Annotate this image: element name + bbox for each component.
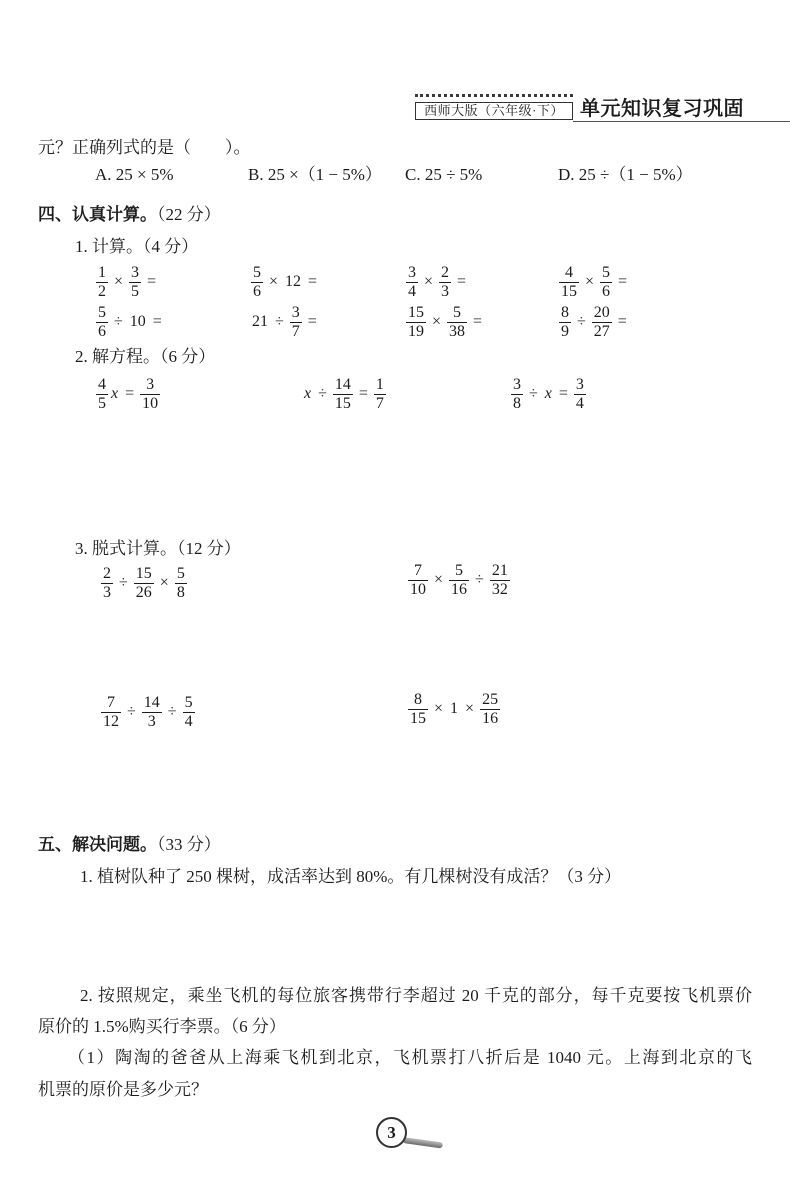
- numerator: 5: [447, 305, 467, 323]
- part-3-title: 3. 脱式计算。（12 分）: [75, 539, 241, 558]
- variable-x: x: [304, 385, 312, 402]
- numerator: 5: [253, 263, 261, 281]
- numerator: 8: [408, 692, 428, 710]
- operator: =: [125, 385, 135, 402]
- denominator: 27: [593, 322, 610, 340]
- numerator: 3: [131, 263, 140, 281]
- number: 1: [450, 700, 459, 717]
- fraction: [480, 692, 500, 727]
- operator: ×: [114, 273, 124, 290]
- fraction: [101, 695, 121, 730]
- denominator: 16: [482, 709, 499, 727]
- operator: ×: [434, 700, 444, 717]
- operator: ÷: [318, 385, 327, 402]
- fraction: [408, 563, 428, 598]
- denominator: 15: [561, 282, 577, 300]
- denominator: 15: [334, 394, 351, 412]
- step-calc-4: [407, 691, 501, 727]
- denominator: 6: [253, 282, 261, 300]
- unit-title: 单元知识复习巩固: [580, 98, 744, 120]
- section-5-heading: [38, 834, 221, 856]
- operator: =: [473, 313, 483, 330]
- operator: =: [617, 313, 627, 330]
- word-problem-1: 1. 植树队种了 250 棵树，成活率达到 80%。有几棵树没有成活？（3 分）: [80, 867, 622, 886]
- operator: ÷: [167, 703, 177, 720]
- fraction: [511, 377, 523, 412]
- section-5-score: （33 分）: [157, 835, 221, 854]
- fraction: [447, 305, 467, 340]
- numerator: 5: [184, 693, 193, 711]
- numerator: 4: [559, 265, 579, 283]
- fraction: [96, 265, 108, 300]
- fraction: [374, 377, 386, 412]
- denominator: 8: [513, 394, 521, 412]
- numerator: 14: [334, 375, 351, 393]
- step-calc-1: [100, 565, 188, 601]
- fraction: [183, 695, 195, 730]
- calc-problem-4: [558, 264, 632, 300]
- operator: ÷: [114, 313, 123, 330]
- denominator: 2: [98, 282, 106, 300]
- fraction: [134, 566, 154, 601]
- numerator: 20: [593, 303, 610, 321]
- denominator: 4: [575, 394, 584, 412]
- step-calc-2: [407, 562, 511, 598]
- fraction: [406, 265, 418, 300]
- numerator: 15: [135, 564, 152, 582]
- operator: ×: [424, 273, 434, 290]
- numerator: 5: [449, 563, 469, 581]
- denominator: 5: [131, 282, 140, 300]
- fraction: [129, 265, 141, 300]
- page-number-badge: [376, 1117, 407, 1148]
- variable-x: x: [544, 385, 552, 402]
- operator: ×: [434, 571, 444, 588]
- fraction: [142, 695, 162, 730]
- fraction: [490, 563, 510, 598]
- numerator: 7: [101, 695, 121, 713]
- question-stem-tail: 元？正确列式的是（ ）。: [38, 138, 251, 157]
- fraction: [96, 305, 108, 340]
- header-rule: [573, 121, 790, 122]
- numerator: 14: [143, 693, 160, 711]
- number: 21: [252, 313, 268, 330]
- section-4-title: 四、认真计算。: [38, 205, 157, 224]
- edition-badge: 西师大版（六年级·下）: [415, 102, 573, 120]
- header-dotted-rule: [415, 94, 573, 97]
- denominator: 3: [441, 282, 450, 300]
- calc-problem-5: [95, 304, 167, 340]
- fraction: [600, 265, 612, 300]
- fraction: [333, 377, 353, 412]
- operator: ÷: [529, 385, 538, 402]
- operator: =: [618, 273, 628, 290]
- fraction: [290, 305, 302, 340]
- operator: =: [457, 273, 467, 290]
- denominator: 3: [103, 583, 111, 601]
- operator: ×: [585, 273, 595, 290]
- fraction: [408, 692, 428, 727]
- fraction: [449, 563, 469, 598]
- numerator: 3: [575, 375, 584, 393]
- numerator: 7: [408, 563, 428, 581]
- option-b: B. 25 ×（1 − 5%）: [248, 165, 382, 184]
- numerator: 5: [602, 263, 611, 281]
- denominator: 6: [98, 322, 106, 340]
- option-d: D. 25 ÷（1 − 5%）: [558, 165, 693, 184]
- denominator: 15: [410, 709, 426, 727]
- page-number: 3: [387, 1122, 396, 1142]
- operator: ÷: [577, 313, 586, 330]
- calc-problem-2: [250, 264, 322, 300]
- denominator: 7: [291, 322, 300, 340]
- operator: =: [307, 313, 317, 330]
- equation-2: [302, 376, 387, 412]
- numerator: 15: [408, 303, 424, 321]
- denominator: 4: [184, 712, 193, 730]
- operator: ×: [269, 273, 279, 290]
- numerator: 5: [176, 564, 185, 582]
- word-problem-2-sub-1-line-2: 机票的原价是多少元？: [38, 1080, 208, 1099]
- number: 12: [285, 273, 302, 290]
- numerator: 4: [98, 375, 106, 393]
- fraction: [140, 377, 160, 412]
- part-1-title: 1. 计算。（4 分）: [75, 237, 199, 256]
- fraction: [574, 377, 586, 412]
- denominator: 10: [410, 580, 426, 598]
- denominator: 4: [408, 282, 416, 300]
- section-4-score: （22 分）: [157, 205, 221, 224]
- operator: =: [558, 385, 568, 402]
- denominator: 32: [491, 580, 508, 598]
- numerator: 3: [140, 377, 160, 395]
- numerator: 21: [491, 561, 508, 579]
- word-problem-2-sub-1-line-1: （1）陶淘的爸爸从上海乘飞机到北京，飞机票打八折后是 1040 元。上海到北京的飞: [68, 1048, 752, 1067]
- numerator: 3: [513, 375, 521, 393]
- equation-3: [510, 376, 587, 412]
- numerator: 2: [441, 263, 450, 281]
- calc-problem-6: [250, 304, 322, 340]
- numerator: 1: [98, 263, 106, 281]
- denominator: 10: [142, 394, 159, 412]
- operator: =: [308, 273, 318, 290]
- numerator: 8: [561, 303, 569, 321]
- denominator: 19: [408, 322, 424, 340]
- fraction: [251, 265, 263, 300]
- numerator: 3: [291, 303, 300, 321]
- denominator: 3: [147, 712, 156, 730]
- equation-1: [95, 376, 161, 412]
- denominator: 26: [135, 583, 152, 601]
- operator: ×: [465, 700, 475, 717]
- operator: ÷: [127, 703, 136, 720]
- calc-problem-3: [405, 264, 471, 300]
- fraction: [439, 265, 451, 300]
- section-5-title: 五、解决问题。: [38, 835, 157, 854]
- calc-problem-7: [405, 304, 487, 340]
- fraction: [559, 265, 579, 300]
- calc-problem-1: [95, 264, 161, 300]
- word-problem-2-line-2: 原价的 1.5%购买行李票。（6 分）: [38, 1017, 286, 1036]
- calc-problem-8: [558, 304, 632, 340]
- fraction: [559, 305, 571, 340]
- fraction: [96, 377, 108, 412]
- numerator: 2: [103, 564, 111, 582]
- numerator: 5: [98, 303, 106, 321]
- denominator: 38: [449, 322, 466, 340]
- denominator: 5: [98, 394, 106, 412]
- numerator: 1: [375, 375, 384, 393]
- number: 10: [129, 313, 146, 330]
- denominator: 16: [451, 580, 468, 598]
- fraction: [406, 305, 426, 340]
- magnifier-handle-icon: [403, 1137, 443, 1149]
- numerator: 3: [408, 263, 416, 281]
- denominator: 12: [103, 712, 119, 730]
- part-2-title: 2. 解方程。（6 分）: [75, 347, 216, 366]
- word-problem-2-line-1: 2. 按照规定，乘坐飞机的每位旅客携带行李超过 20 千克的部分，每千克要按飞机票价: [80, 986, 752, 1005]
- step-calc-3: [100, 694, 196, 730]
- fraction: [592, 305, 612, 340]
- fraction: [175, 566, 187, 601]
- operator: ÷: [475, 571, 484, 588]
- denominator: 7: [375, 394, 384, 412]
- denominator: 8: [176, 583, 185, 601]
- operator: ×: [432, 313, 442, 330]
- fraction: [101, 566, 113, 601]
- operator: =: [147, 273, 157, 290]
- section-4-heading: [38, 204, 221, 226]
- numerator: 25: [482, 690, 499, 708]
- denominator: 6: [602, 282, 611, 300]
- operator: ÷: [275, 313, 284, 330]
- operator: ÷: [119, 574, 128, 591]
- variable-x: x: [111, 385, 119, 402]
- option-c: C. 25 ÷ 5%: [405, 165, 483, 184]
- denominator: 9: [561, 322, 569, 340]
- operator: =: [152, 313, 162, 330]
- operator: =: [358, 385, 368, 402]
- operator: ×: [159, 574, 169, 591]
- option-a: A. 25 × 5%: [95, 165, 174, 184]
